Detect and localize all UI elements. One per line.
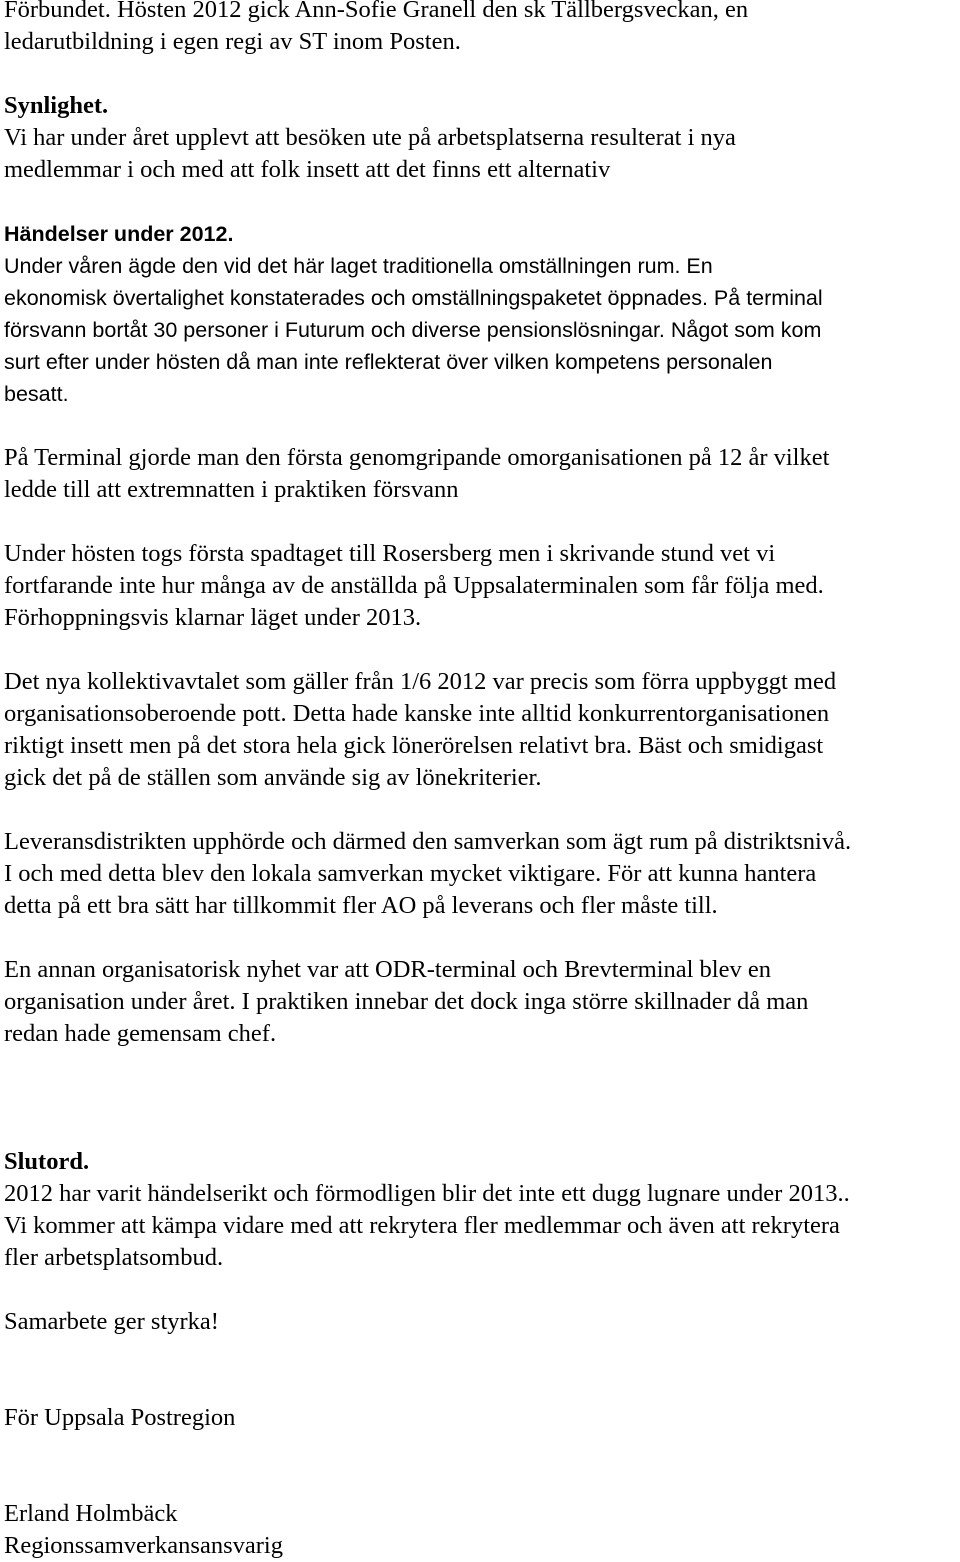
text-line: Leveransdistrikten upphörde och därmed den samverkan som ägt rum på distriktsnivå. [4, 828, 852, 855]
signoff-text: För Uppsala Postregion [4, 1404, 236, 1431]
text-line: riktigt insett men på det stora hela gick lönerörelsen relativt bra. Bäst och smidigast [4, 732, 824, 759]
paragraph-rosersberg [4, 538, 956, 634]
text-line: försvann bortåt 30 personer i Futurum och diverse pensionslösningar. Något som kom [4, 318, 822, 342]
text-line: 2012 har varit händelserikt och förmodligen blir det inte ett dugg lugnare under 2013.. [4, 1180, 850, 1207]
signoff-paragraph [4, 1402, 956, 1434]
slutord-section [4, 1146, 956, 1274]
motto-text: Samarbete ger styrka! [4, 1308, 219, 1335]
text-line: detta på ett bra sätt har tillkommit fler AO på leverans och fler måste till. [4, 892, 718, 919]
signer-name: Erland Holmbäck [4, 1500, 178, 1527]
section-heading-synlighet: Synlighet. [4, 92, 109, 119]
intro-paragraph [4, 0, 956, 58]
text-line: Under våren ägde den vid det här laget traditionella omställningen rum. En [4, 254, 713, 278]
text-line: Förbundet. Hösten 2012 gick Ann-Sofie Granell den sk Tällbergsveckan, en [4, 0, 749, 23]
text-line: organisation under året. I praktiken innebar det dock inga större skillnader då man [4, 988, 809, 1015]
section-heading-handelser: Händelser under 2012. [4, 222, 234, 246]
signer-role: Regionssamverkansansvarig [4, 1532, 283, 1559]
text-line: Under hösten togs första spadtaget till Rosersberg men i skrivande stund vet vi [4, 540, 776, 567]
text-line: Det nya kollektivavtalet som gäller från 1/6 2012 var precis som förra uppbyggt med [4, 668, 837, 695]
text-line: Förhoppningsvis klarnar läget under 2013. [4, 604, 422, 631]
text-line: organisationsoberoende pott. Detta hade kanske inte alltid konkurrentorganisationen [4, 700, 830, 727]
paragraph-odr-terminal [4, 954, 956, 1050]
text-line: På Terminal gjorde man den första genomgripande omorganisationen på 12 år vilket [4, 444, 830, 471]
text-line: Vi kommer att kämpa vidare med att rekrytera fler medlemmar och även att rekrytera [4, 1212, 840, 1239]
paragraph-terminal [4, 442, 956, 506]
text-line: fler arbetsplatsombud. [4, 1244, 224, 1271]
text-line: Vi har under året upplevt att besöken ute på arbetsplatserna resulterat i nya [4, 124, 736, 151]
text-line: ledde till att extremnatten i praktiken försvann [4, 476, 459, 503]
text-line: surt efter under hösten då man inte reflekterat över vilken kompetens personalen [4, 350, 773, 374]
text-line: En annan organisatorisk nyhet var att ODR-terminal och Brevterminal blev en [4, 956, 771, 983]
motto-paragraph [4, 1306, 956, 1338]
synlighet-section [4, 90, 956, 186]
signature-block [4, 1498, 956, 1562]
text-line: fortfarande inte hur många av de anställda på Uppsalaterminalen som får följa med. [4, 572, 824, 599]
paragraph-kollektivavtal [4, 666, 956, 794]
text-line: medlemmar i och med att folk insett att det finns ett alternativ [4, 156, 611, 183]
text-line: I och med detta blev den lokala samverkan mycket viktigare. För att kunna hantera [4, 860, 817, 887]
paragraph-leveransdistrikten [4, 826, 956, 922]
text-line: gick det på de ställen som använde sig av lönekriterier. [4, 764, 542, 791]
document-page [4, 0, 956, 1562]
text-line: ledarutbildning i egen regi av ST inom Posten. [4, 28, 461, 55]
section-heading-slutord: Slutord. [4, 1148, 90, 1175]
handelser-section [4, 218, 956, 410]
text-line: redan hade gemensam chef. [4, 1020, 277, 1047]
text-line: besatt. [4, 382, 69, 406]
text-line: ekonomisk övertalighet konstaterades och omställningspaketet öppnades. På terminal [4, 286, 823, 310]
